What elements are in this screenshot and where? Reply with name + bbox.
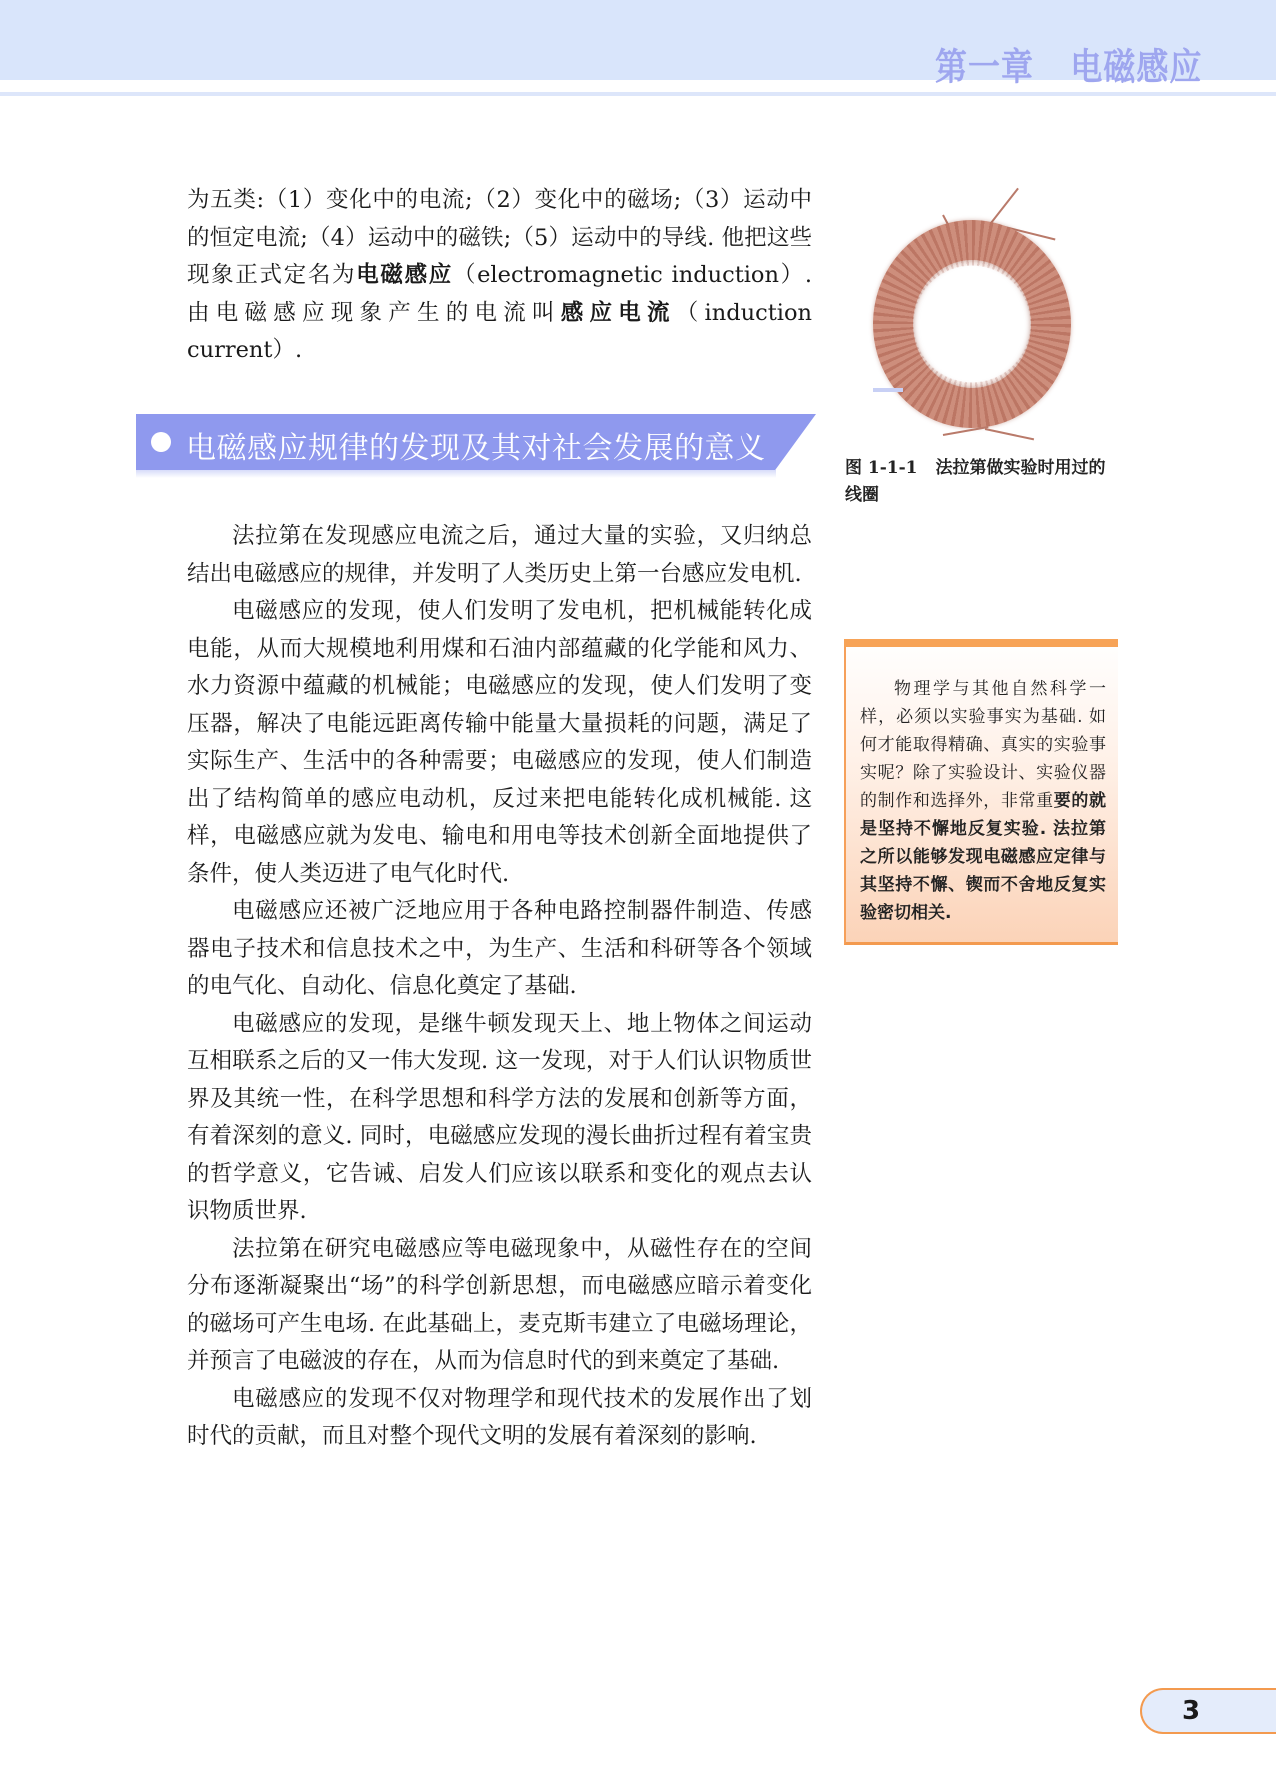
pointer-mark: [873, 388, 903, 392]
paragraph-6: 电磁感应的发现不仅对物理学和现代技术的发展作出了划时代的贡献，而且对整个现代文明的发展有着深刻的影响.: [187, 1385, 812, 1449]
section-title: 电磁感应规律的发现及其对社会发展的意义: [186, 431, 766, 466]
figure-number: 图 1-1-1: [845, 458, 918, 478]
sidebar-top-bar: [844, 639, 1118, 647]
body-text: [187, 518, 812, 1456]
coil-image: [845, 188, 1115, 443]
paragraph-5: 法拉第在研究电磁感应等电磁现象中，从磁性存在的空间分布逐渐凝聚出“场”的科学创新思想，而电磁感应暗示着变化的磁场可产生电场. 在此基础上，麦克斯韦建立了电磁场理论，并预言了电磁波的存在，从而为信息时代的到来奠定了基础.: [187, 1235, 812, 1374]
intro-paragraph: [187, 182, 812, 370]
term-electromagnetic-induction: 电磁感应: [356, 262, 453, 288]
figure-1-1-1: [845, 188, 1115, 509]
paragraph-1: 法拉第在发现感应电流之后，通过大量的实验，又归纳总结出电磁感应的规律，并发明了人类历史上第一台感应发电机.: [187, 523, 812, 587]
figure-caption: [845, 455, 1115, 509]
paragraph-3: 电磁感应还被广泛地应用于各种电路控制器件制造、传感器电子技术和信息技术之中，为生产、生活和科研等各个领域的电气化、自动化、信息化奠定了基础.: [187, 898, 812, 999]
intro-text-3: （induction current）.: [187, 299, 812, 363]
bullet-dot-icon: [151, 432, 171, 452]
sidebar-note: [860, 675, 1106, 927]
sidebar-note-emphasis: 要的就是坚持不懈地反复实验. 法拉第之所以能够发现电磁感应定律与其坚持不懈、锲而不舍地反复实验密切相关.: [860, 791, 1107, 923]
intro-text-1: 为五类:（1）变化中的电流;（2）变化中的磁场;（3）运动中的恒定电流;（4）运动中的磁铁;（5）运动中的导线. 他把这些现象正式定名为: [187, 187, 812, 288]
page-number: 3: [1182, 1696, 1201, 1726]
sidebar-note-box: [844, 639, 1118, 945]
banner-shadow: [136, 470, 776, 478]
page-number-tab: [1140, 1688, 1276, 1734]
intro-text-2: （electromagnetic induction）. 由电磁感应现象产生的电流叫: [187, 262, 812, 326]
chapter-title: 第一章 电磁感应: [935, 44, 1203, 89]
figure-caption-text: 法拉第做实验时用过的线圈: [845, 458, 1106, 505]
header-divider: [0, 92, 1276, 96]
term-induction-current: 感应电流: [560, 299, 676, 326]
coil-lead-wire: [985, 428, 1034, 440]
copper-coil-ring: [873, 220, 1071, 428]
section-heading-banner: [136, 414, 816, 470]
coil-lead-wire: [990, 188, 1019, 224]
paragraph-4: 电磁感应的发现，是继牛顿发现天上、地上物体之间运动互相联系之后的又一伟大发现. 这一发现，对于人们认识物质世界及其统一性，在科学思想和科学方法的发展和创新等方面，有着深刻的意义. 同时，电磁感应发现的漫长曲折过程有着宝贵的哲学意义，它告诫、启发人们应该以联系和变化的观点去认识物质世界.: [187, 1010, 812, 1224]
paragraph-2: 电磁感应的发现，使人们发明了发电机，把机械能转化成电能，从而大规模地利用煤和石油内部蕴藏的化学能和风力、水力资源中蕴藏的机械能；电磁感应的发现，使人们发明了变压器，解决了电能远距离传输中能量大量损耗的问题，满足了实际生产、生活中的各种需要；电磁感应的发现，使人们制造出了结构简单的感应电动机，反过来把电能转化成机械能. 这样，电磁感应就为发电、输电和用电等技术创新全面地提供了条件，使人类迈进了电气化时代.: [187, 598, 812, 887]
sidebar-note-text: 物理学与其他自然科学一样，必须以实验事实为基础. 如何才能取得精确、真实的实验事实呢？除了实验设计、实验仪器的制作和选择外，非常重: [860, 679, 1106, 811]
